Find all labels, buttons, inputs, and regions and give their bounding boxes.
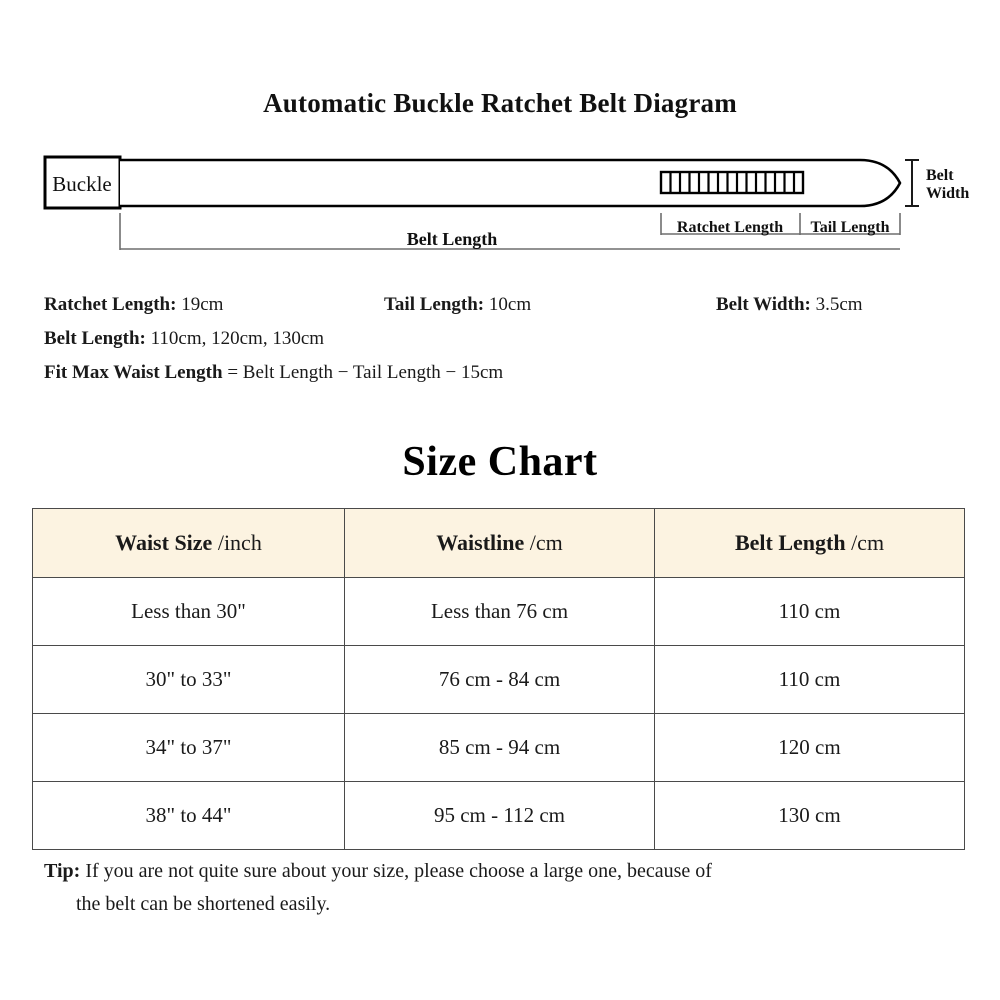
tip-line-1 (44, 855, 956, 888)
spec-ratchet-length-value: 19cm (181, 294, 224, 315)
table-row (33, 782, 965, 850)
cell-belt-length: 120 cm (655, 714, 965, 782)
cell-waistline: 85 cm - 94 cm (345, 714, 655, 782)
belt-length-label: Belt Length (406, 229, 498, 249)
cell-waist-size: Less than 30" (33, 578, 345, 646)
column-header-belt-length-name: Belt Length (734, 530, 846, 555)
column-header-waistline (345, 509, 655, 578)
tip-line-2 (44, 888, 956, 921)
cell-belt-length: 110 cm (655, 578, 965, 646)
spec-belt-length-value: 110cm, 120cm, 130cm (150, 328, 325, 349)
spec-tail-length-label: Tail Length: (384, 294, 485, 315)
spec-ratchet-length-label: Ratchet Length: (44, 294, 177, 315)
cell-waist-size: 30" to 33" (33, 646, 345, 714)
column-header-waist-size-unit: /inch (217, 530, 262, 555)
size-chart-table (32, 508, 965, 850)
belt-width-label-line2: Width (926, 185, 970, 202)
spec-fit-max-waist-value: = Belt Length − Tail Length − 15cm (227, 362, 504, 383)
belt-width-label-line1: Belt (926, 167, 954, 184)
table-row (33, 646, 965, 714)
column-header-belt-length (655, 509, 965, 578)
tail-length-label: Tail Length (810, 219, 890, 236)
tip-label: Tip: (44, 860, 81, 882)
table-row (33, 714, 965, 782)
tip-note (44, 855, 956, 921)
column-header-waist-size-name: Waist Size (115, 530, 213, 555)
cell-waist-size: 38" to 44" (33, 782, 345, 850)
column-header-waistline-name: Waistline (436, 530, 525, 555)
spec-belt-length (44, 322, 324, 356)
cell-waist-size: 34" to 37" (33, 714, 345, 782)
column-header-waistline-unit: /cm (529, 530, 563, 555)
ratchet-teeth-strip (661, 172, 803, 193)
spec-belt-width (716, 288, 863, 322)
column-header-belt-length-unit: /cm (851, 530, 885, 555)
page-title: Automatic Buckle Ratchet Belt Diagram (263, 88, 737, 118)
spec-belt-width-label: Belt Width: (716, 294, 811, 315)
cell-belt-length: 110 cm (655, 646, 965, 714)
tip-text-line2: the belt can be shortened easily. (76, 893, 331, 915)
belt-width-bracket (905, 160, 919, 206)
cell-waistline: Less than 76 cm (345, 578, 655, 646)
size-chart-title: Size Chart (402, 439, 598, 485)
spec-row-1 (44, 288, 974, 322)
table-header-row (33, 509, 965, 578)
cell-belt-length: 130 cm (655, 782, 965, 850)
spec-row-3 (44, 356, 974, 390)
spec-row-2 (44, 322, 974, 356)
spec-fit-max-waist-label: Fit Max Waist Length (44, 362, 223, 383)
spec-fit-max-waist (44, 356, 503, 390)
spec-belt-width-value: 3.5cm (815, 294, 863, 315)
spec-tail-length (384, 288, 531, 322)
buckle-label: Buckle (52, 172, 112, 196)
spec-ratchet-length (44, 288, 223, 322)
cell-waistline: 95 cm - 112 cm (345, 782, 655, 850)
ratchet-length-label: Ratchet Length (676, 219, 784, 236)
column-header-waist-size (33, 509, 345, 578)
belt-diagram (0, 140, 1000, 270)
table-row (33, 578, 965, 646)
spec-belt-length-label: Belt Length: (44, 328, 146, 349)
spec-tail-length-value: 10cm (488, 294, 532, 315)
tip-text-line1: If you are not quite sure about your size, please choose a large one, because of (80, 860, 712, 882)
spec-list (44, 288, 974, 390)
cell-waistline: 76 cm - 84 cm (345, 646, 655, 714)
